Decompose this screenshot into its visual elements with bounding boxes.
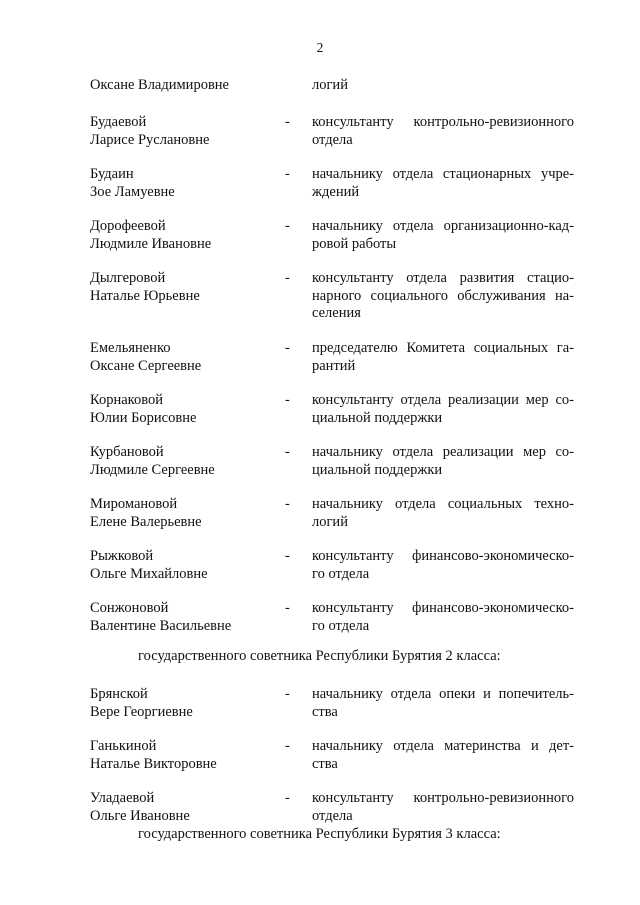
position-title: начальнику отдела опеки и попечитель- ства	[312, 686, 574, 720]
person-name: Сонжоновой Валентине Васильевне	[90, 600, 232, 634]
position-title: начальнику отдела реализации мер со- циальной поддержки	[312, 444, 574, 478]
person-name: Оксане Владимировне	[90, 77, 229, 93]
position-title: начальнику отдела стационарных учре- ждений	[312, 166, 574, 200]
person-name: Уладаевой Ольге Ивановне	[90, 790, 190, 824]
dash-separator: -	[285, 496, 290, 512]
position-title: консультанту контрольно-ревизионного отдела	[312, 114, 574, 148]
person-name: Корнаковой Юлии Борисовне	[90, 392, 197, 426]
dash-separator: -	[285, 218, 290, 234]
dash-separator: -	[285, 548, 290, 564]
person-name: Будаин Зое Ламуевне	[90, 166, 175, 200]
section-heading: государственного советника Республики Бурятия 2 класса:	[138, 648, 501, 664]
position-title: консультанту отдела развития стацио- нарного социального обслуживания на- селения	[312, 270, 574, 321]
dash-separator: -	[285, 270, 290, 286]
person-name: Емельяненко Оксане Сергеевне	[90, 340, 202, 374]
person-name: Ганькиной Наталье Викторовне	[90, 738, 217, 772]
dash-separator: -	[285, 340, 290, 356]
person-name: Миромановой Елене Валерьевне	[90, 496, 202, 530]
dash-separator: -	[285, 686, 290, 702]
dash-separator: -	[285, 600, 290, 616]
person-name: Брянской Вере Георгиевне	[90, 686, 193, 720]
dash-separator: -	[285, 444, 290, 460]
dash-separator: -	[285, 114, 290, 130]
position-title: логий	[312, 77, 348, 93]
position-title: начальнику отдела материнства и дет- ства	[312, 738, 574, 772]
position-title: консультанту финансово-экономическо- го отдела	[312, 600, 574, 634]
position-title: консультанту финансово-экономическо- го отдела	[312, 548, 574, 582]
person-name: Курбановой Людмиле Сергеевне	[90, 444, 215, 478]
person-name: Рыжковой Ольге Михайловне	[90, 548, 208, 582]
dash-separator: -	[285, 166, 290, 182]
position-title: начальнику отдела организационно-кад- ровой работы	[312, 218, 574, 252]
position-title: начальнику отдела социальных техно- логий	[312, 496, 574, 530]
page-number: 2	[316, 40, 324, 55]
section-heading: государственного советника Республики Бурятия 3 класса:	[138, 826, 501, 842]
person-name: Дорофеевой Людмиле Ивановне	[90, 218, 212, 252]
position-title: консультанту отдела реализации мер со- циальной поддержки	[312, 392, 574, 426]
position-title: консультанту контрольно-ревизионного отдела	[312, 790, 574, 824]
dash-separator: -	[285, 790, 290, 806]
person-name: Дылгеровой Наталье Юрьевне	[90, 270, 200, 304]
dash-separator: -	[285, 738, 290, 754]
dash-separator: -	[285, 392, 290, 408]
person-name: Будаевой Ларисе Руслановне	[90, 114, 210, 148]
position-title: председателю Комитета социальных га- рантий	[312, 340, 574, 374]
